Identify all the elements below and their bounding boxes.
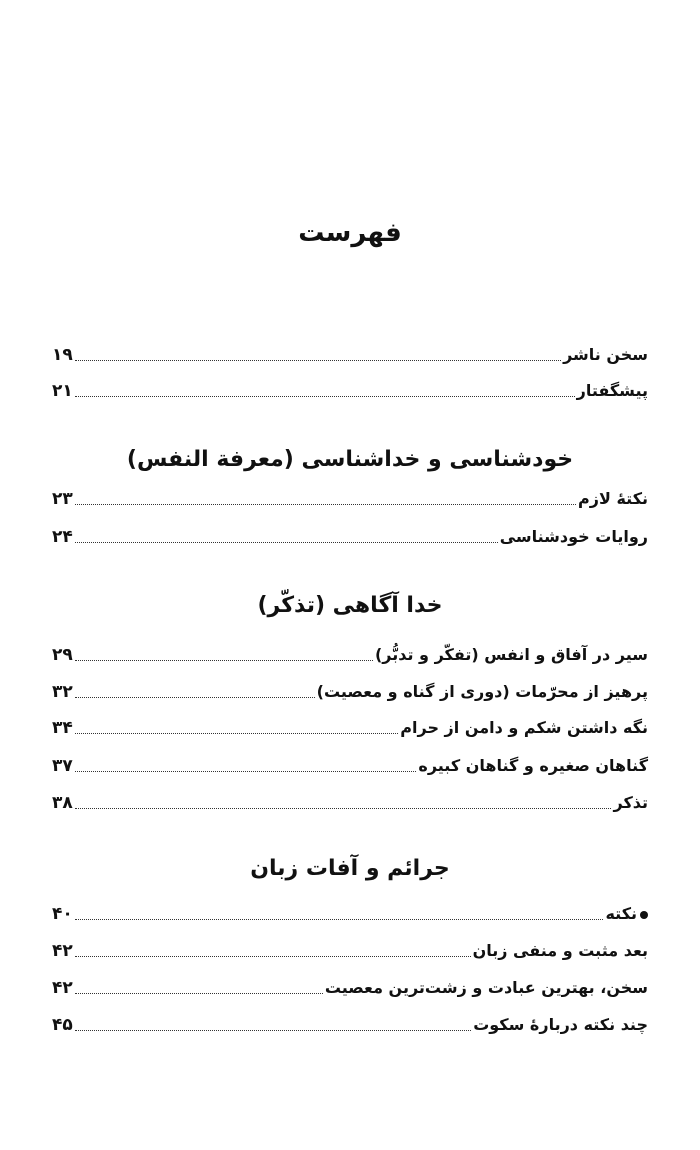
toc-entry-page: ۲۴ [52,527,73,547]
toc-entry[interactable] [52,478,648,510]
dot-leader [75,360,561,361]
toc-entry-label: سیر در آفاق و انفس (تفکّر و تدبُّر) [374,645,648,664]
toc-entry-page: ۲۹ [52,645,73,665]
toc-entry-page: ۲۳ [52,489,73,509]
toc-entry-label: نکتۀ لازم [578,489,648,508]
toc-entry-label: سخن ناشر [563,345,648,364]
dot-leader [75,919,604,920]
toc-entry-page: ۱۹ [52,345,73,365]
toc-entry[interactable] [52,370,648,402]
toc-entry[interactable] [52,745,648,777]
dot-leader [75,504,576,505]
dot-leader [75,542,498,543]
toc-entry-page: ۲۱ [52,381,73,401]
dot-leader [75,956,471,957]
toc-entry[interactable] [52,1004,648,1036]
dot-leader [75,993,323,994]
dot-leader [75,660,373,661]
toc-entry-label: چند نکته دربارۀ سکوت [473,1015,648,1034]
toc-entry-page: ۴۵ [52,1015,73,1035]
dot-leader [75,697,315,698]
toc-entry-label: پرهیز از محرّمات (دوری از گناه و معصیت) [316,682,648,701]
toc-entry[interactable] [52,516,648,548]
toc-entry-page: ۴۲ [52,978,73,998]
toc-entry-page: ۴۰ [52,904,73,924]
dot-leader [75,733,399,734]
toc-entry-page: ۳۲ [52,682,73,702]
toc-entry[interactable] [52,782,648,814]
dot-leader [75,771,417,772]
section-heading: خدا آگاهی (تذکّر) [257,593,443,618]
toc-entry-label: گناهان صغیره و گناهان کبیره [418,756,648,775]
toc-entry-label: سخن، بهترین عبادت و زشت‌ترین معصیت [324,978,648,997]
toc-entry-label: نگه داشتن شکم و دامن از حرام [400,718,648,737]
section-heading: جرائم و آفات زبان [250,856,450,881]
dot-leader [75,808,612,809]
toc-entry-page: ۴۲ [52,941,73,961]
toc-entry-label: تذکر [613,793,648,812]
toc-entry-label: پیشگفتار [576,381,648,400]
toc-entry-page: ۳۸ [52,793,73,813]
bullet-icon [640,911,648,919]
toc-entry[interactable] [52,893,648,925]
page-title: فهرست [298,218,402,248]
toc-entry-label: روایات خودشناسی [499,527,648,546]
dot-leader [75,1030,471,1031]
section-heading: خودشناسی و خداشناسی (معرفة النفس) [126,447,574,472]
toc-entry-label: بعد مثبت و منفی زبان [472,941,648,960]
toc-entry[interactable] [52,634,648,666]
toc-entry-page: ۳۴ [52,718,73,738]
toc-entry[interactable] [52,967,648,999]
toc-entry[interactable] [52,334,648,366]
dot-leader [75,396,575,397]
toc-entry[interactable] [52,930,648,962]
toc-entry[interactable] [52,671,648,703]
toc-entry-page: ۳۷ [52,756,73,776]
toc-entry-label [605,903,648,925]
toc-entry[interactable] [52,707,648,739]
toc-entry-text: نکته [605,904,637,923]
